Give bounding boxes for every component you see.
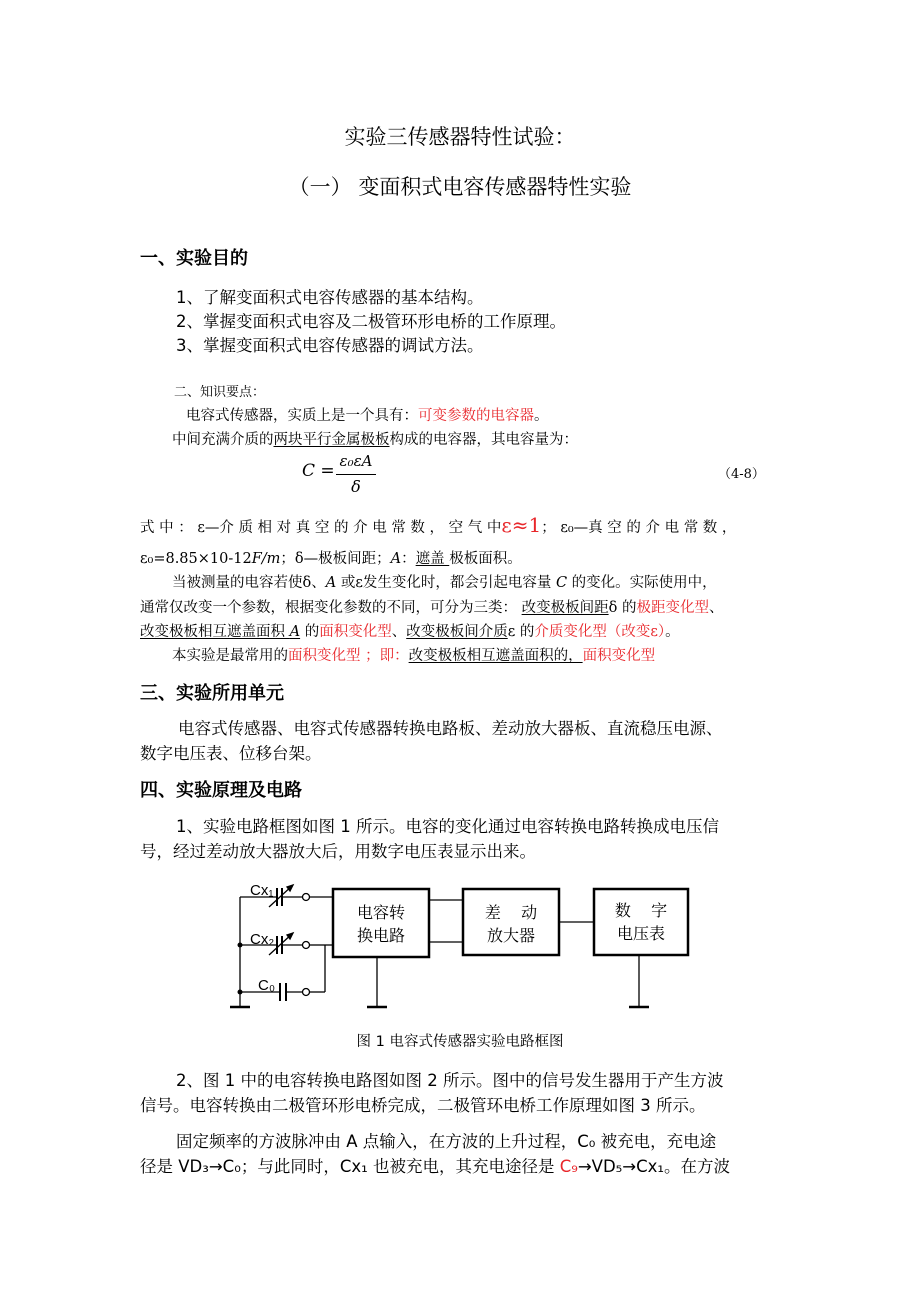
formula-lhs: C = (302, 461, 335, 481)
principle-paragraph: 号，经过差动放大器放大后，用数字电压表显示出来。 (140, 842, 536, 861)
knowledge-line: 式 中 ： ε—介 质 相 对 真 空 的 介 电 常 数 ， 空 气 中ε≈1； ε₀—真 空 的 介 电 常 数 ， (140, 513, 737, 537)
formula-numerator: ε₀εA (339, 452, 373, 470)
amplifier-box-label: 差 动 (484, 903, 538, 922)
principle-paragraph: 2、图 1 中的电容转换电路图如图 2 所示。图中的信号发生器用于产生方波 (176, 1071, 724, 1090)
c0-label: C₀ (258, 977, 276, 994)
section-heading-units: 三、实验所用单元 (140, 683, 284, 704)
knowledge-line: 当被测量的电容若使δ、A 或ε发生变化时，都会引起电容量 C 的变化。实际使用中， (172, 575, 717, 591)
page-title: 实验三传感器特性试验： (344, 125, 576, 149)
section-heading-principle: 四、实验原理及电路 (140, 780, 302, 801)
units-text: 电容式传感器、电容式传感器转换电路板、差动放大器板、直流稳压电源、 (178, 719, 723, 738)
knowledge-line: 中间充满介质的两块平行金属极板构成的电容器，其电容量为： (172, 432, 578, 448)
principle-paragraph: 固定频率的方波脉冲由 A 点输入，在方波的上升过程，C₀ 被充电，充电途 (176, 1132, 717, 1151)
knowledge-line: ε₀=8.85×10-12F/m；δ—极板间距；A：遮盖 极板面积。 (140, 551, 522, 567)
section-heading-purpose: 一、实验目的 (140, 248, 248, 269)
purpose-item: 3、掌握变面积式电容传感器的调试方法。 (176, 336, 484, 355)
cx1-label: Cx₁ (250, 882, 274, 899)
purpose-item: 2、掌握变面积式电容及二极管环形电桥的工作原理。 (176, 312, 566, 331)
purpose-item: 1、了解变面积式电容传感器的基本结构。 (176, 288, 484, 307)
voltmeter-box-label: 数 字 (614, 901, 668, 920)
knowledge-line: 电容式传感器，实质上是一个具有：可变参数的电容器。 (186, 408, 549, 424)
cx2-label: Cx₂ (250, 931, 275, 948)
circuit-block-diagram (225, 875, 695, 1015)
formula-number: （4-8） (718, 467, 765, 482)
principle-paragraph: 信号。电容转换由二极管环形电桥完成，二极管环电桥工作原理如图 3 所示。 (140, 1096, 706, 1115)
formula-denominator: δ (351, 477, 361, 496)
section-heading-knowledge: 二、知识要点： (174, 385, 266, 400)
page-subtitle: （一） 变面积式电容传感器特性实验 (288, 175, 632, 199)
formula-fraction-bar (336, 474, 376, 475)
knowledge-line: 改变极板相互遮盖面积 A 的面积变化型、改变极板间介质ε 的介质变化型（改变ε）。 (140, 624, 680, 640)
figure-caption: 图 1 电容式传感器实验电路框图 (356, 1034, 564, 1050)
principle-paragraph: 1、实验电路框图如图 1 所示。电容的变化通过电容转换电路转换成电压信 (176, 817, 719, 836)
voltmeter-box-label: 电压表 (616, 924, 666, 943)
converter-box-label: 换电路 (356, 926, 406, 945)
knowledge-line: 通常仅改变一个参数，根据变化参数的不同，可分为三类： 改变极板间距δ 的极距变化型、 (140, 600, 724, 616)
principle-paragraph: 径是 VD₃→C₀；与此同时，Cx₁ 也被充电，其充电途径是 C₉→VD₅→Cx₁。在方波 (140, 1157, 731, 1176)
amplifier-box-label: 放大器 (486, 926, 536, 945)
units-text: 数字电压表、位移台架。 (140, 744, 322, 763)
converter-box-label: 电容转 (356, 903, 406, 922)
knowledge-line: 本实验是最常用的面积变化型 ；即：改变极板相互遮盖面积的，面积变化型 (172, 648, 656, 664)
